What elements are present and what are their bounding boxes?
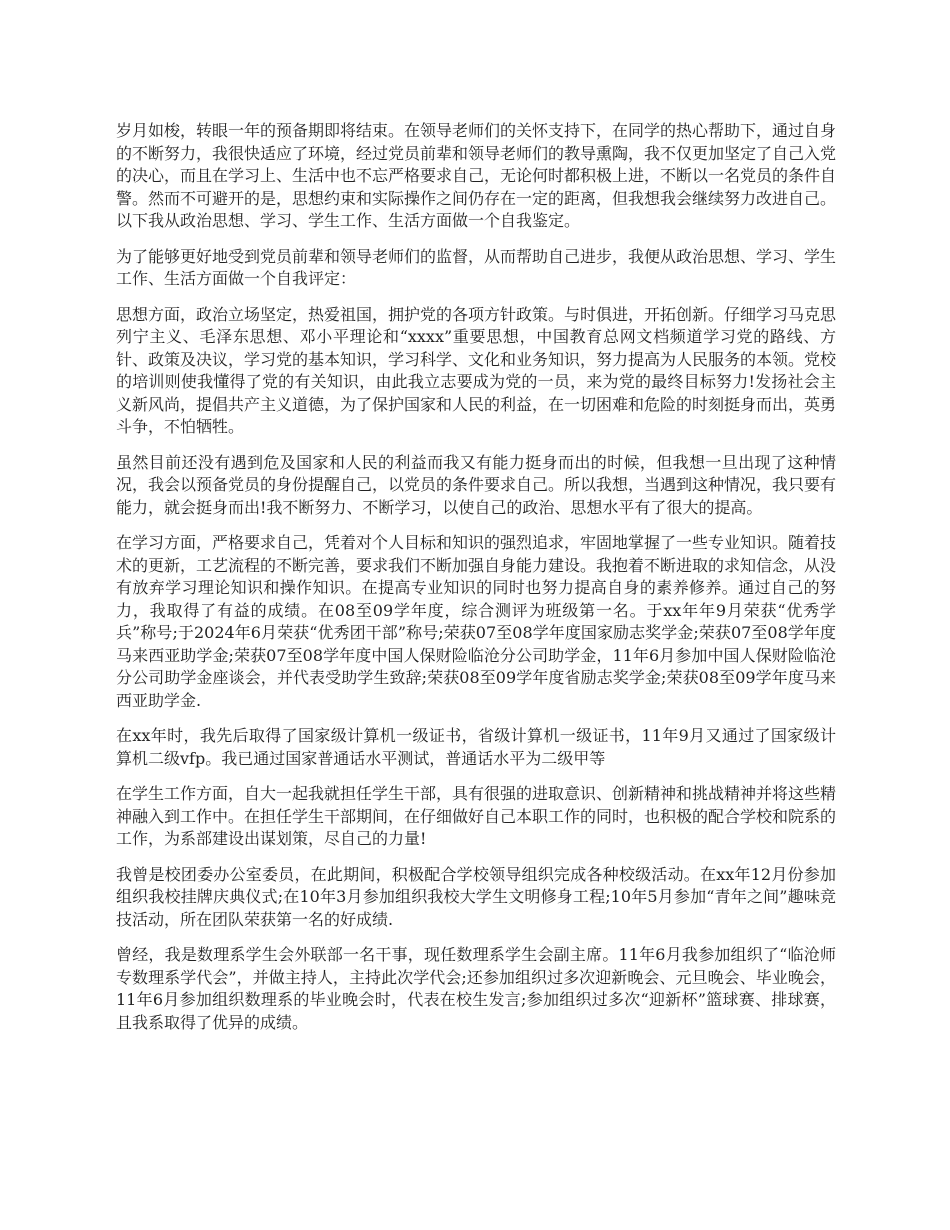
paragraph-student-union: 曾经，我是数理系学生会外联部一名干事，现任数理系学生会副主席。11年6月我参加组织了“临沧师专数理系学代会”，并做主持人，主持此次学代会;还参加组织过多次迎新晚会、元旦晚会、毕业晚会，11年6月参加组织数理系的毕业晚会时，代表在校生发言;参加组织过多次“迎新杯”篮球赛、排球赛，且我系取得了优异的成绩。 [116, 945, 836, 1032]
paragraph-intro: 岁月如梭，转眼一年的预备期即将结束。在领导老师们的关怀支持下，在同学的热心帮助下，通过自身的不断努力，我很快适应了环境，经过党员前辈和领导老师们的教导熏陶，我不仅更加坚定了自己入党的决心，而且在学习上、生活中也不忘严格要求自己，无论何时都积极上进，不断以一名党员的条件自警。然而不可避开的是，思想约束和实际操作之间仍存在一定的距离，但我想我会继续努力改进自己。以下我从政治思想、学习、学生工作、生活方面做一个自我鉴定。 [116, 121, 837, 230]
paragraph-purpose: 为了能够更好地受到党员前辈和领导老师们的监督，从而帮助自己进步，我便从政治思想、学习、学生工作、生活方面做一个自我评定： [116, 246, 837, 288]
paragraph-commitment: 虽然目前还没有遇到危及国家和人民的利益而我又有能力挺身而出的时候，但我想一旦出现了这种情况，我会以预备党员的身份提醒自己，以党员的条件要求自己。所以我想，当遇到这种情况，我只要有能力，就会挺身而出!我不断努力、不断学习，以使自己的政治、思想水平有了很大的提高。 [116, 452, 837, 517]
paragraph-student-work: 在学生工作方面，自大一起我就担任学生干部，具有很强的进取意识、创新精神和挑战精神并将这些精神融入到工作中。在担任学生干部期间，在仔细做好自己本职工作的同时，也积极的配合学校和院系的工作，为系部建设出谋划策，尽自己的力量! [116, 784, 837, 848]
paragraph-study: 在学习方面，严格要求自己，凭着对个人目标和知识的强烈追求，牢固地掌握了一些专业知识。随着技术的更新，工艺流程的不断完善，要求我们不断加强自身能力建设。我抱着不断进取的求知信念，从没有放弃学习理论知识和操作知识。在提高专业知识的同时也努力提高自身的素养修养。通过自己的努力，我取得了有益的成绩。在08至09学年度，综合测评为班级第一名。于xx年年9月荣获“优秀学兵”称号;于2024年6月荣获“优秀团干部”称号;荣获07至08学年度国家励志奖学金;荣获07至08学年度马来西亚助学金;荣获07至08学年度中国人保财险临沧分公司助学金，11年6月参加中国人保财险临沧分公司助学金座谈会，并代表受助学生致辞;荣获08至09学年度省励志奖学金;荣获08至09学年度马来西亚助学金. [116, 533, 837, 710]
paragraph-certificates: 在xx年时，我先后取得了国家级计算机一级证书，省级计算机一级证书，11年9月又通过了国家级计算机二级vfp。我已通过国家普通话水平测试，普通话水平为二级甲等 [116, 726, 836, 768]
paragraph-ideology: 思想方面，政治立场坚定，热爱祖国，拥护党的各项方针政策。与时俱进，开拓创新。仔细学习马克思列宁主义、毛泽东思想、邓小平理论和“xxxx”重要思想，中国教育总网文档频道学习党的路线、方针、政策及决议，学习党的基本知识，学习科学、文化和业务知识，努力提高为人民服务的本领。党校的培训则使我懂得了党的有关知识，由此我立志要成为党的一员，来为党的最终目标努力!发扬社会主义新风尚，提倡共产主义道德，为了保护国家和人民的利益，在一切困难和危险的时刻挺身而出，英勇斗争，不怕牺牲。 [116, 304, 837, 436]
paragraph-league-committee: 我曾是校团委办公室委员，在此期间，积极配合学校领导组织完成各种校级活动。在xx年12月份参加组织我校挂牌庆典仪式;在10年3月参加组织我校大学生文明修身工程;10年5月参加“青年之间”趣味竞技活动，所在团队荣获第一名的好成绩. [116, 864, 836, 929]
document-body [116, 120, 836, 1047]
